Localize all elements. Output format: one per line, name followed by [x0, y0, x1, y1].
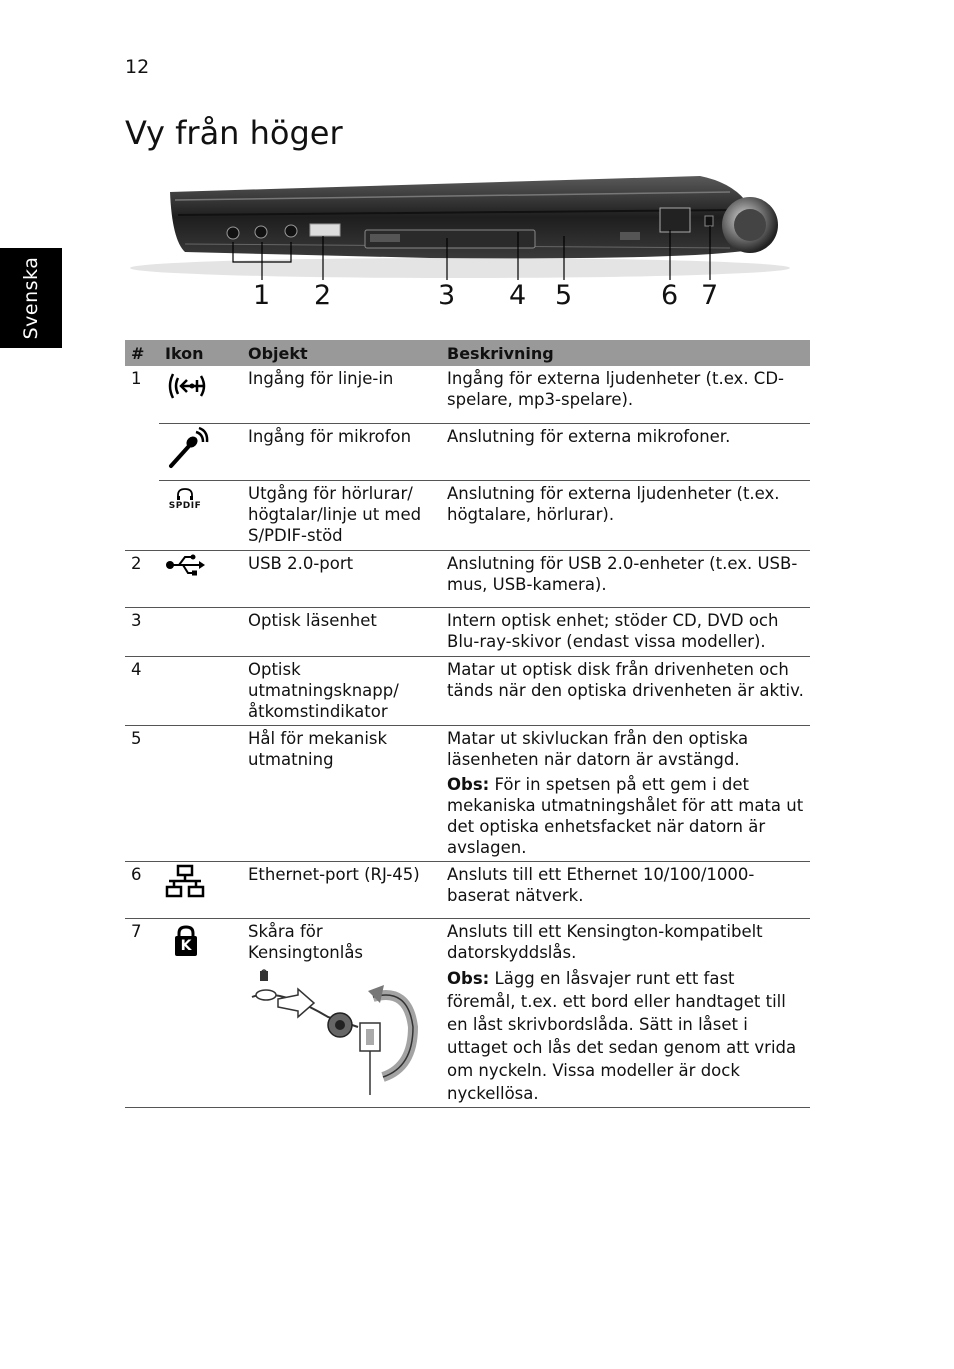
row-description: Anslutning för externa ljudenheter (t.ex. högtalare, hörlurar).: [441, 480, 810, 550]
note-label: Obs:: [447, 774, 490, 794]
row-description: Ansluts till ett Ethernet 10/100/1000-baserat nätverk.: [441, 861, 810, 918]
row-number: 3: [125, 607, 159, 656]
row-number: 7: [125, 918, 159, 1107]
header-description: Beskrivning: [441, 340, 810, 366]
table-header-row: [125, 340, 810, 366]
table-row: [125, 550, 810, 607]
table-row: [125, 656, 810, 725]
spdif-label: SPDIF: [168, 500, 202, 511]
side-tab-label: Svenska: [20, 256, 42, 340]
ports-table: [125, 340, 810, 1108]
callout-3: 3: [438, 280, 456, 311]
row-description: Anslutning för USB 2.0-enheter (t.ex. USB-mus, USB-kamera).: [441, 550, 810, 607]
row-number: [125, 480, 159, 550]
row-object: Ingång för linje-in: [242, 366, 441, 423]
row-note: [447, 967, 804, 1105]
table-row: [125, 861, 810, 918]
callout-7: 7: [701, 280, 719, 311]
table-row: [125, 918, 810, 1107]
microphone-icon: [165, 426, 209, 470]
row-number: 5: [125, 725, 159, 861]
callout-4: 4: [509, 280, 527, 311]
table-row: [125, 366, 810, 423]
row-number: [125, 423, 159, 480]
usb-icon: [165, 553, 207, 577]
table-row: [125, 607, 810, 656]
row-description: Intern optisk enhet; stöder CD, DVD och Blu-ray-skivor (endast vissa modeller).: [441, 607, 810, 656]
row-object: Ethernet-port (RJ-45): [242, 861, 441, 918]
callout-5: 5: [555, 280, 573, 311]
row-object: Skåra för Kensingtonlås: [248, 921, 364, 962]
row-object: Hål för mekanisk utmatning: [242, 725, 441, 861]
row-object: Optisk utmatningsknapp/ åtkomstindikator: [242, 656, 441, 725]
row-description: Matar ut skivluckan från den optiska läsenheten när datorn är avstängd.: [447, 728, 749, 769]
language-side-tab: [0, 248, 62, 348]
row-number: 6: [125, 861, 159, 918]
table-row: [125, 423, 810, 480]
row-object: Optisk läsenhet: [242, 607, 441, 656]
ethernet-icon: [165, 864, 205, 900]
row-description: Anslutning för externa mikrofoner.: [441, 423, 810, 480]
row-number: 1: [131, 369, 142, 388]
header-number: #: [125, 340, 159, 366]
lock-letter: K: [180, 937, 192, 954]
page-number: 12: [125, 56, 150, 78]
row-object: Utgång för hörlurar/ högtalar/linje ut med S/PDIF-stöd: [242, 480, 441, 550]
callout-6: 6: [661, 280, 679, 311]
row-number: 2: [125, 550, 159, 607]
header-icon: Ikon: [159, 340, 242, 366]
table-row: [125, 480, 810, 550]
row-note: [447, 774, 804, 858]
row-number: 4: [125, 656, 159, 725]
kensington-lock-illustration: [248, 967, 418, 1097]
callout-2: 2: [314, 280, 332, 311]
page-title: Vy från höger: [125, 114, 343, 152]
row-object: Ingång för mikrofon: [242, 423, 441, 480]
callout-1: 1: [253, 280, 271, 311]
line-in-icon: [165, 368, 209, 404]
row-description: Ansluts till ett Kensington-kompatibelt datorskyddslås.: [447, 921, 763, 962]
kensington-lock-icon: [173, 925, 199, 957]
note-text: Lägg en låsvajer runt ett fast föremål, t.ex. ett bord eller handtaget till en låst skrivbordslåda. Sätt in låset i uttaget och lås det sedan genom att vrida om nyckeln. Vissa modeller är dock nyckellösa.: [447, 968, 797, 1103]
row-description: Matar ut optisk disk från drivenheten och tänds när den optiska drivenheten är aktiv.: [441, 656, 810, 725]
row-description: Ingång för externa ljudenheter (t.ex. CD-spelare, mp3-spelare).: [441, 366, 810, 423]
table-row: [125, 725, 810, 861]
note-label: Obs:: [447, 968, 490, 988]
row-object: USB 2.0-port: [242, 550, 441, 607]
headphone-spdif-icon: [165, 487, 205, 511]
note-text: För in spetsen på ett gem i det mekaniska utmatningshålet för att mata ut det optiska enhetsfacket när datorn är avslagen.: [447, 774, 804, 857]
header-object: Objekt: [242, 340, 441, 366]
